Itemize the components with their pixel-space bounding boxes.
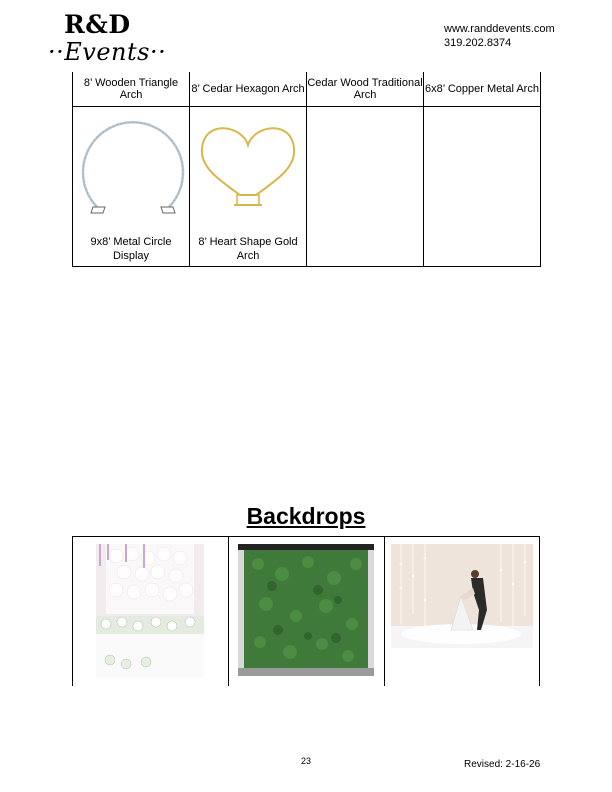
string-light-curtain-backdrop-photo bbox=[391, 544, 533, 648]
arch-label: 8’ Heart Shape Gold Arch bbox=[198, 236, 298, 262]
heart-arch-icon bbox=[190, 111, 306, 221]
white-floral-backdrop-photo bbox=[96, 544, 204, 678]
arch-cell-heart bbox=[190, 107, 307, 267]
arch-cell-circle bbox=[73, 107, 190, 267]
metal-circle-arch-icon bbox=[73, 111, 189, 221]
arch-table bbox=[72, 72, 541, 267]
arch-cell: Cedar Wood Traditional Arch bbox=[307, 72, 424, 107]
greenery-wall-backdrop-photo bbox=[238, 544, 374, 676]
arch-cell: 6x8’ Copper Metal Arch bbox=[424, 72, 541, 107]
logo-text-events: ··Events·· bbox=[48, 38, 167, 66]
phone-number: 319.202.8374 bbox=[444, 37, 512, 49]
arch-cell: 8’ Cedar Hexagon Arch bbox=[190, 72, 307, 107]
arch-cell-empty bbox=[307, 107, 424, 267]
section-heading: Backdrops bbox=[246, 503, 366, 529]
arch-cell-empty bbox=[424, 107, 541, 267]
contact-info bbox=[444, 22, 555, 50]
backdrop-table bbox=[72, 536, 540, 686]
revised-date: Revised: 2-16-26 bbox=[464, 759, 541, 770]
arch-row-bottom bbox=[73, 107, 541, 267]
page-number: 23 bbox=[300, 756, 311, 766]
arch-label: 9x8’ Metal Circle Display bbox=[90, 236, 172, 262]
logo-text-rd: R&D bbox=[64, 10, 131, 39]
arch-row-top bbox=[73, 72, 541, 107]
company-logo bbox=[44, 10, 167, 72]
website-link[interactable]: www.randdevents.com bbox=[444, 23, 555, 35]
arch-cell: 8’ Wooden Triangle Arch bbox=[73, 72, 190, 107]
